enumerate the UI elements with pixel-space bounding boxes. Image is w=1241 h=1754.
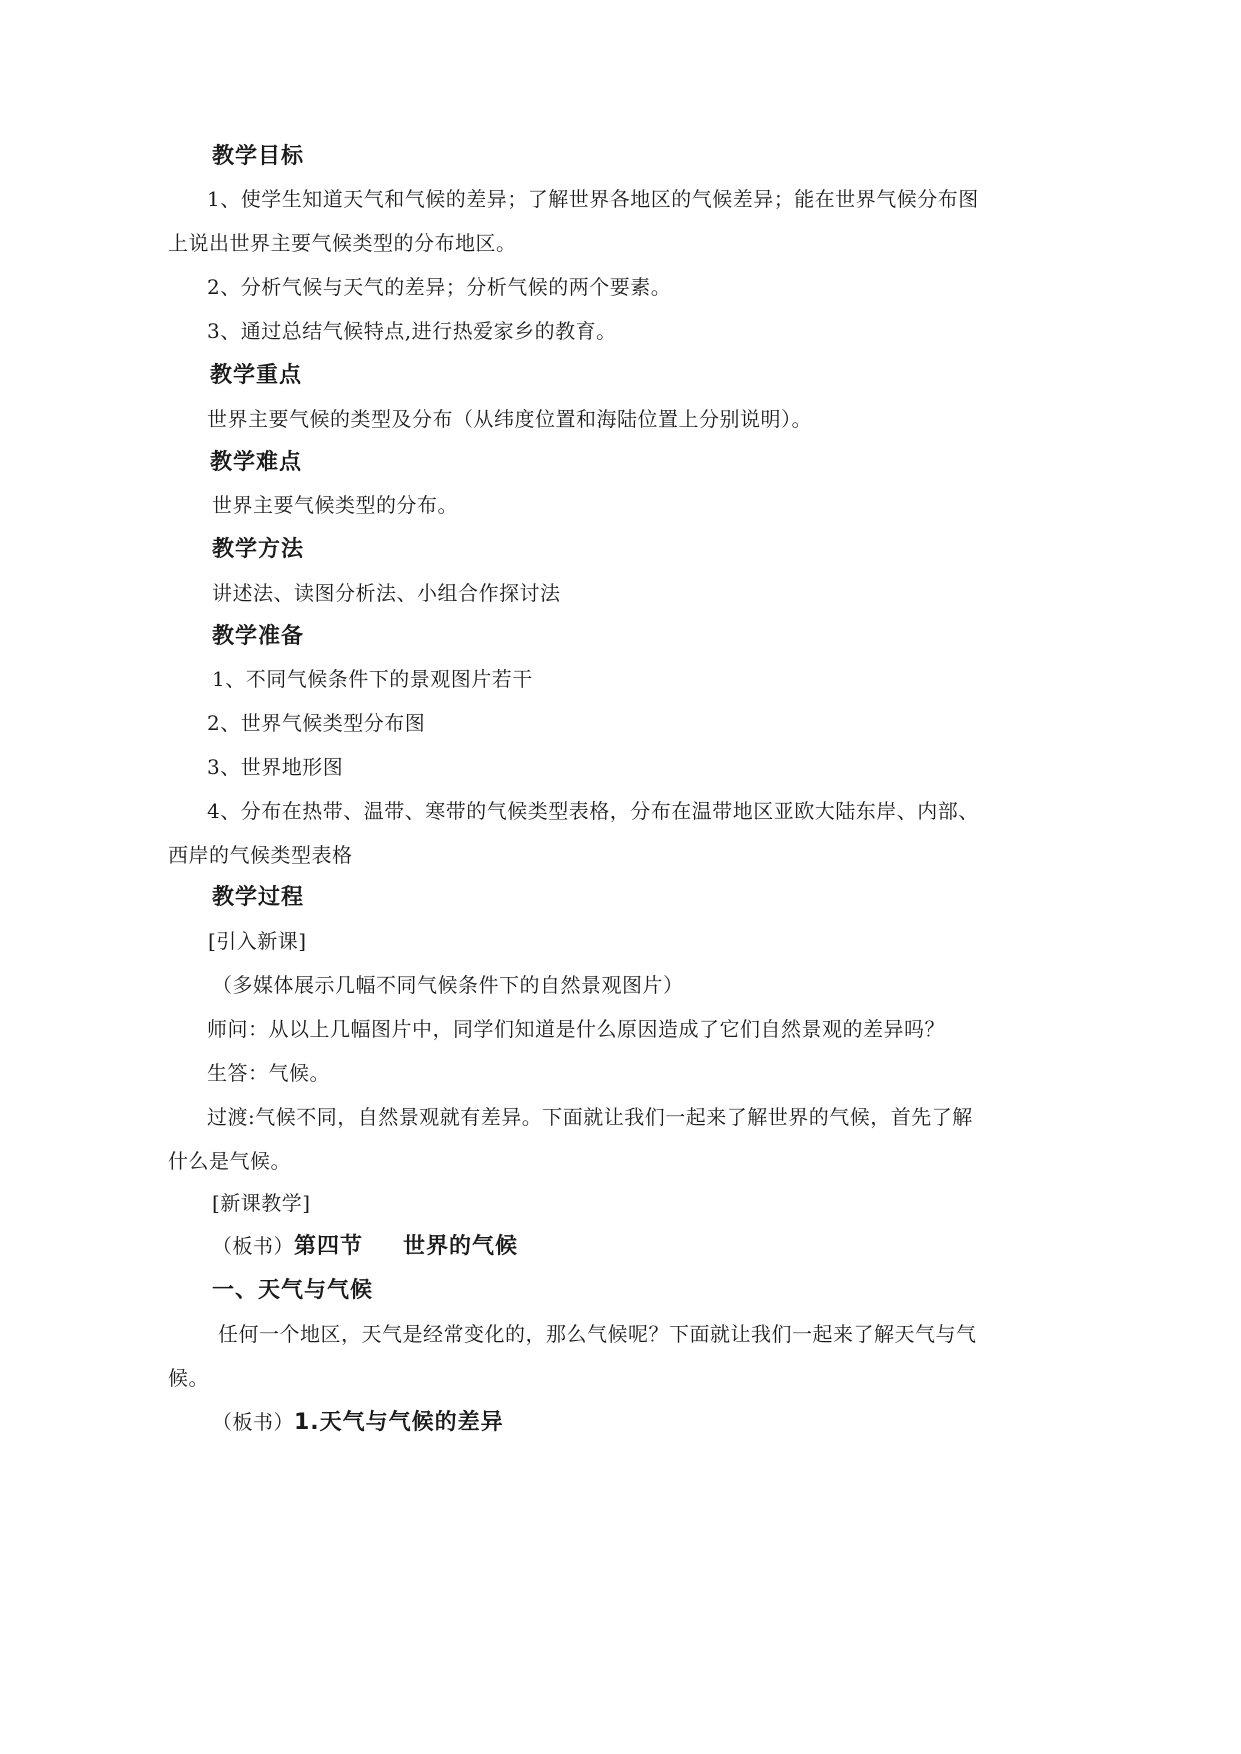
preparation-item-4-continued: 西岸的气候类型表格	[168, 843, 353, 867]
preparation-item-1: 1、不同气候条件下的景观图片若干	[212, 667, 533, 691]
preparation-item-3: 3、世界地形图	[207, 755, 344, 779]
objective-item-3: 3、通过总结气候特点,进行热爱家乡的教育。	[207, 319, 617, 343]
board-item-text: 1.天气与气候的差异	[294, 1410, 504, 1435]
board-prefix-2: （板书）	[212, 1410, 294, 1434]
student-answer: 生答：气候。	[207, 1061, 330, 1085]
key-points-heading: 教学重点	[210, 363, 303, 388]
new-lesson-tag: [新课教学]	[212, 1191, 311, 1215]
transition-text-continued: 什么是气候。	[168, 1149, 291, 1173]
intro-tag: [引入新课]	[208, 929, 307, 953]
intro-note: （多媒体展示几幅不同气候条件下的自然景观图片）	[212, 973, 684, 997]
board-item	[212, 1409, 504, 1437]
transition-text: 过渡:气候不同，自然景观就有差异。下面就让我们一起来了解世界的气候，首先了解	[207, 1105, 973, 1129]
methods-text: 讲述法、读图分析法、小组合作探讨法	[212, 581, 561, 605]
objective-item-2: 2、分析气候与天气的差异；分析气候的两个要素。	[207, 275, 672, 299]
difficulties-heading: 教学难点	[210, 450, 303, 475]
preparation-item-2: 2、世界气候类型分布图	[207, 711, 426, 735]
difficulties-text: 世界主要气候类型的分布。	[212, 493, 458, 517]
objectives-heading: 教学目标	[212, 144, 305, 169]
weather-paragraph: 任何一个地区，天气是经常变化的，那么气候呢？下面就让我们一起来了解天气与气	[218, 1322, 977, 1346]
part-title: 一、天气与气候	[212, 1278, 374, 1303]
section-title: 世界的气候	[403, 1234, 519, 1259]
objective-item-1-continued: 上说出世界主要气候类型的分布地区。	[168, 231, 517, 255]
process-heading: 教学过程	[212, 885, 305, 910]
objective-item-1: 1、使学生知道天气和气候的差异；了解世界各地区的气候差异；能在世界气候分布图	[207, 187, 979, 211]
section-number: 第四节	[294, 1234, 364, 1259]
section-heading	[212, 1233, 518, 1261]
preparation-heading: 教学准备	[212, 624, 305, 649]
teacher-question: 师问：从以上几幅图片中，同学们知道是什么原因造成了它们自然景观的差异吗？	[207, 1017, 945, 1041]
weather-paragraph-continued: 候。	[168, 1366, 209, 1390]
preparation-item-4: 4、分布在热带、温带、寒带的气候类型表格，分布在温带地区亚欧大陆东岸、内部、	[207, 799, 979, 823]
methods-heading: 教学方法	[212, 537, 305, 562]
key-points-text: 世界主要气候的类型及分布（从纬度位置和海陆位置上分别说明）。	[207, 407, 812, 431]
board-prefix: （板书）	[212, 1234, 294, 1258]
